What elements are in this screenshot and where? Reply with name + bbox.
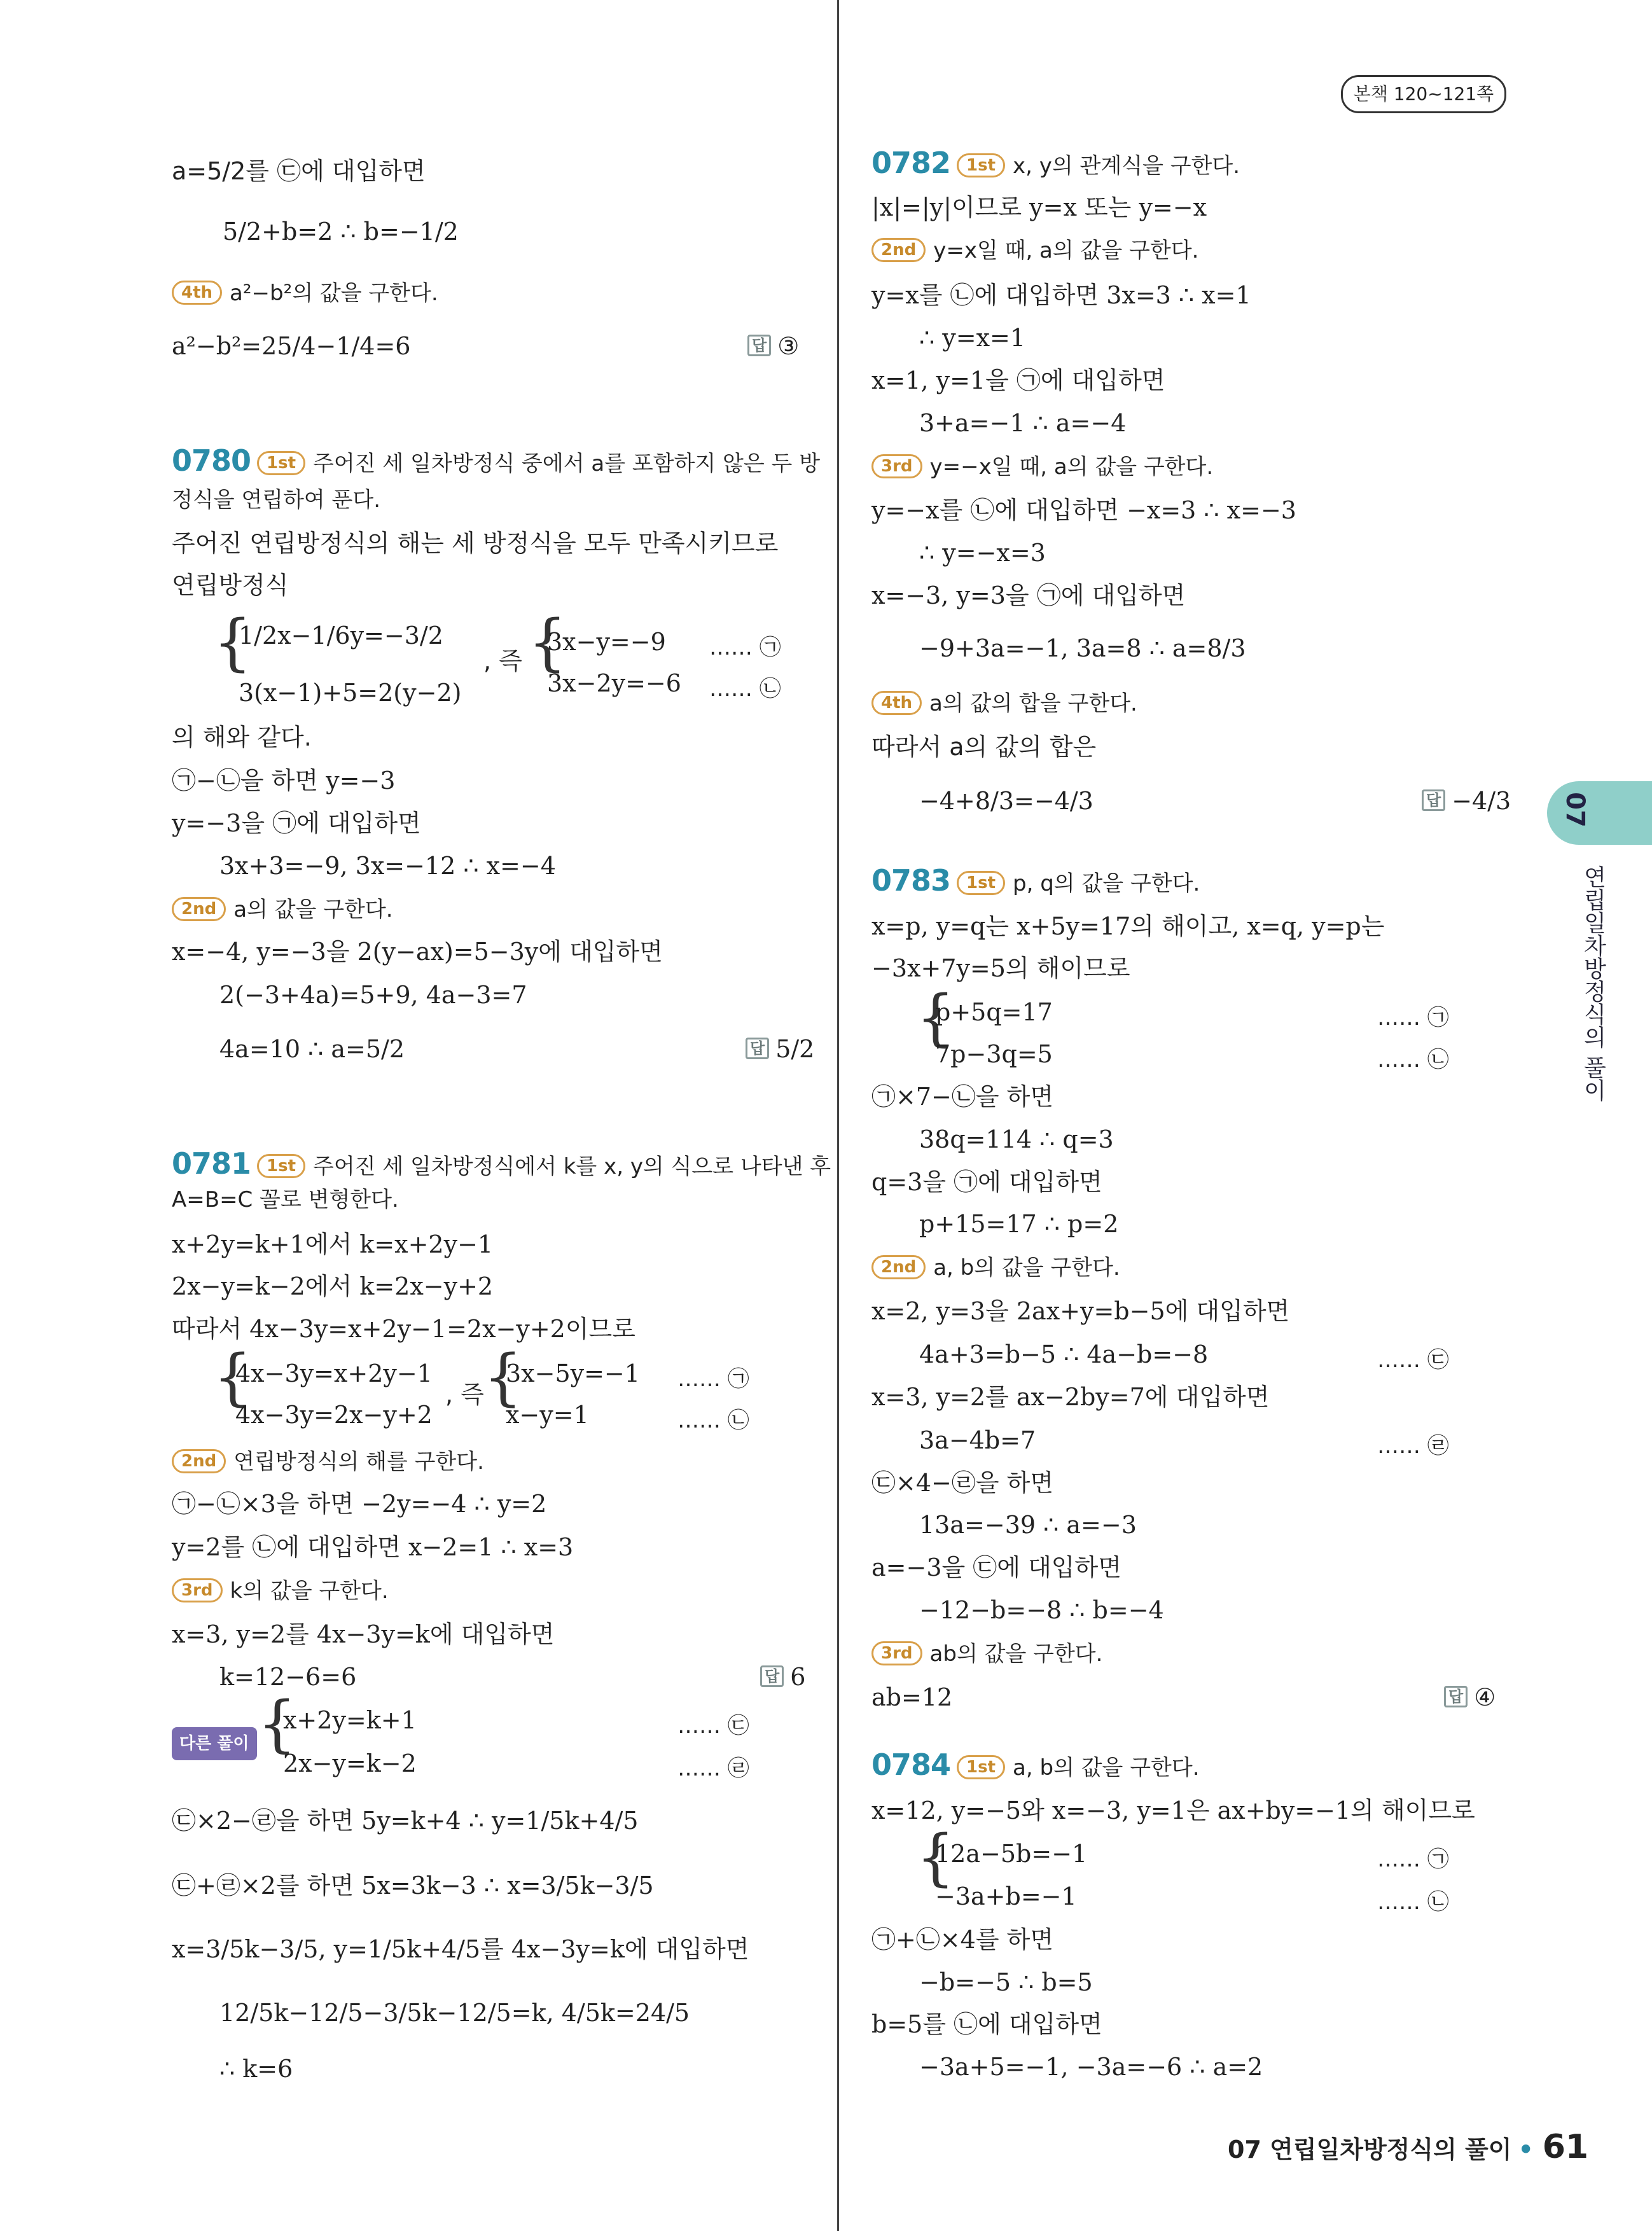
step-badge: 1st	[957, 1755, 1005, 1779]
solution-line: ∴ y=x=1	[919, 324, 1026, 352]
solution-line: ㉠×7−㉡을 하면	[871, 1083, 1054, 1111]
step-heading: 연립방정식의 해를 구한다.	[233, 1449, 484, 1475]
step-heading: 주어진 세 일차방정식 중에서 a를 포함하지 않은 두 방	[313, 451, 821, 476]
system-brace: {	[916, 982, 955, 1053]
system-separator: , 즉	[483, 647, 522, 675]
solution-line: −9+3a=−1, 3a=8 ∴ a=8/3	[919, 634, 1246, 662]
solution-line: 3x+3=−9, 3x=−12 ∴ x=−4	[219, 852, 556, 880]
solution-line: x=−3, y=3을 ㉠에 대입하면	[871, 581, 1186, 609]
system-equation: 4x−3y=x+2y−1	[235, 1359, 433, 1387]
step-heading: a의 값을 구한다.	[233, 897, 393, 922]
page-footer	[1228, 2128, 1588, 2166]
step-heading: p, q의 값을 구한다.	[1013, 871, 1200, 896]
system-equation: 4x−3y=2x−y+2	[235, 1401, 433, 1429]
solution-line: 12/5k−12/5−3/5k−12/5=k, 4/5k=24/5	[219, 1999, 690, 2027]
footer-chapter-number: 07	[1228, 2136, 1261, 2164]
solution-line: 따라서 4x−3y=x+2y−1=2x−y+2이므로	[172, 1315, 635, 1343]
solution-line: x=3/5k−3/5, y=1/5k+4/5를 4x−3y=k에 대입하면	[172, 1935, 749, 1963]
solution-line: 의 해와 같다.	[172, 723, 312, 751]
answer: 답 ④	[1444, 1682, 1496, 1713]
answer: 답 6	[760, 1662, 805, 1692]
solution-line: −b=−5 ∴ b=5	[919, 1968, 1093, 1996]
solution-line: |x|=|y|이므로 y=x 또는 y=−x	[871, 193, 1207, 221]
solution-line: 2(−3+4a)=5+9, 4a−3=7	[219, 981, 527, 1009]
system-equation: x+2y=k+1	[283, 1706, 417, 1734]
step-row	[871, 1251, 1120, 1283]
problem-number: 0781	[172, 1146, 251, 1181]
step-heading: k의 값을 구한다.	[230, 1578, 389, 1604]
equation-marker: …… ㉠	[1377, 1005, 1449, 1031]
solution-line: ∴ y=−x=3	[919, 539, 1046, 567]
system-equation: 1/2x−1/6y=−3/2	[239, 622, 443, 650]
system-equation: 2x−y=k−2	[283, 1749, 417, 1777]
step-badge: 3rd	[871, 454, 922, 478]
side-tab-chapter-title: 연립일차방정식의 풀이	[1580, 865, 1606, 1102]
solution-line: y=−3을 ㉠에 대입하면	[172, 809, 421, 837]
solution-line: x=3, y=2를 4x−3y=k에 대입하면	[172, 1620, 555, 1648]
solution-line: y=2를 ㉡에 대입하면 x−2=1 ∴ x=3	[172, 1533, 574, 1561]
equation-marker: …… ㉠	[709, 635, 781, 660]
solution-line: −12−b=−8 ∴ b=−4	[919, 1596, 1164, 1624]
solution-line: −3x+7y=5의 해이므로	[871, 954, 1130, 982]
solution-line: b=5를 ㉡에 대입하면	[871, 2010, 1102, 2038]
solution-line: −3a+5=−1, −3a=−6 ∴ a=2	[919, 2053, 1263, 2081]
solution-line: 따라서 a의 값의 합은	[871, 733, 1097, 761]
step-heading-cont: 정식을 연립하여 푼다.	[172, 487, 381, 513]
system-equation: 3x−y=−9	[547, 628, 666, 656]
answer: 답 ③	[747, 331, 799, 361]
step-badge: 3rd	[172, 1578, 223, 1602]
step-badge: 1st	[257, 451, 305, 475]
step-heading: y=x일 때, a의 값을 구한다.	[933, 238, 1199, 263]
solution-line: x=12, y=−5와 x=−3, y=1은 ax+by=−1의 해이므로	[871, 1797, 1475, 1824]
step-heading: 주어진 세 일차방정식에서 k를 x, y의 식으로 나타낸 후	[313, 1154, 831, 1179]
answer-icon: 답	[1422, 789, 1445, 811]
system-equation: 3x−5y=−1	[506, 1359, 640, 1387]
solution-line: ㉠−㉡×3을 하면 −2y=−4 ∴ y=2	[172, 1490, 547, 1518]
system-equation: −3a+b=−1	[935, 1882, 1077, 1910]
solution-line: y=−x를 ㉡에 대입하면 −x=3 ∴ x=−3	[871, 496, 1296, 524]
problem-number: 0782	[871, 146, 951, 180]
equation-marker: …… ㉠	[677, 1366, 749, 1392]
alt-solution-badge: 다른 풀이	[172, 1727, 257, 1760]
step-badge: 4th	[172, 281, 222, 305]
step-heading: a의 값의 합을 구한다.	[929, 691, 1137, 716]
problem-number: 0780	[172, 443, 251, 478]
equation-marker: …… ㉢	[1377, 1347, 1449, 1373]
step-heading: a, b의 값을 구한다.	[933, 1255, 1120, 1281]
solution-line: 5/2+b=2 ∴ b=−1/2	[223, 218, 459, 246]
solution-line: ab=12	[871, 1683, 953, 1711]
equation-marker: …… ㉡	[1377, 1047, 1449, 1073]
solution-line: a=−3을 ㉢에 대입하면	[871, 1553, 1121, 1581]
problem-header-0784	[871, 1749, 1200, 1783]
problem-number: 0783	[871, 863, 951, 898]
step-badge: 2nd	[871, 1255, 926, 1279]
answer-icon: 답	[1444, 1686, 1468, 1707]
solution-line: x+2y=k+1에서 k=x+2y−1	[172, 1230, 494, 1258]
solution-line: 주어진 연립방정식의 해는 세 방정식을 모두 만족시키므로	[172, 529, 779, 557]
system-equation: x−y=1	[506, 1401, 589, 1429]
equation-marker: …… ㉡	[677, 1408, 749, 1433]
solution-line: k=12−6=6	[219, 1663, 357, 1691]
footer-separator: •	[1518, 2136, 1534, 2164]
step-heading: y=−x일 때, a의 값을 구한다.	[929, 454, 1214, 480]
equation-marker: …… ㉣	[677, 1756, 749, 1781]
step-badge: 1st	[257, 1154, 305, 1178]
problem-header-0782	[871, 148, 1240, 181]
solution-line: ㉢×4−㉣을 하면	[871, 1469, 1054, 1497]
equation-marker: …… ㉠	[1377, 1847, 1449, 1872]
answer-icon: 답	[747, 335, 771, 356]
system-brace: {	[528, 607, 567, 678]
step-badge: 3rd	[871, 1641, 922, 1665]
step-badge: 1st	[957, 153, 1005, 177]
problem-header-0783	[871, 865, 1200, 899]
system-equation: 7p−3q=5	[935, 1040, 1053, 1068]
step-badge: 4th	[871, 691, 922, 715]
solution-line: ㉢+㉣×2를 하면 5x=3k−3 ∴ x=3/5k−3/5	[172, 1872, 654, 1900]
step-badge: 2nd	[871, 238, 926, 262]
step-row	[172, 893, 393, 925]
step-heading: a²−b²의 값을 구한다.	[230, 281, 438, 306]
step-row	[172, 1574, 389, 1606]
solution-line: x=2, y=3을 2ax+y=b−5에 대입하면	[871, 1297, 1290, 1325]
footer-chapter-title: 연립일차방정식의 풀이	[1270, 2136, 1512, 2164]
system-equation: p+5q=17	[935, 998, 1053, 1026]
solution-line: q=3을 ㉠에 대입하면	[871, 1168, 1102, 1196]
step-row	[871, 687, 1137, 719]
problem-header-0781	[172, 1148, 831, 1182]
system-brace: {	[916, 1822, 955, 1893]
solution-line: 13a=−39 ∴ a=−3	[919, 1511, 1137, 1539]
solution-line: ㉢×2−㉣을 하면 5y=k+4 ∴ y=1/5k+4/5	[172, 1807, 639, 1835]
equation-marker: …… ㉣	[1377, 1433, 1449, 1459]
answer-icon: 답	[746, 1038, 769, 1059]
page-number: 61	[1542, 2128, 1589, 2166]
solution-line: x=p, y=q는 x+5y=17의 해이고, x=q, y=p는	[871, 912, 1385, 940]
system-separator: , 즉	[445, 1380, 484, 1408]
solution-line: y=x를 ㉡에 대입하면 3x=3 ∴ x=1	[871, 281, 1251, 309]
solution-line: 4a+3=b−5 ∴ 4a−b=−8	[919, 1340, 1209, 1368]
step-heading-cont: A=B=C 꼴로 변형한다.	[172, 1187, 399, 1213]
equation-marker: …… ㉡	[709, 676, 781, 702]
solution-line: p+15=17 ∴ p=2	[919, 1210, 1119, 1238]
system-equation: 3(x−1)+5=2(y−2)	[239, 679, 462, 707]
alt-solution-label-row	[172, 1725, 257, 1760]
step-row	[172, 1445, 484, 1477]
answer-icon: 답	[760, 1665, 784, 1687]
answer: 답 5/2	[746, 1034, 814, 1064]
solution-line: a²−b²=25/4−1/4=6	[172, 332, 411, 360]
problem-header-0780	[172, 445, 820, 479]
step-row	[871, 450, 1213, 482]
solution-line: 2x−y=k−2에서 k=2x−y+2	[172, 1272, 494, 1300]
answer: 답 −4/3	[1422, 786, 1511, 816]
system-brace: {	[213, 607, 253, 678]
problem-number: 0784	[871, 1748, 951, 1782]
solution-line: a=5/2를 ㉢에 대입하면	[172, 157, 426, 185]
system-brace: {	[483, 1342, 523, 1413]
step-row	[871, 234, 1198, 266]
solution-line: 38q=114 ∴ q=3	[919, 1125, 1114, 1153]
step-row	[871, 1637, 1102, 1669]
side-tab-chapter-number: 07	[1560, 792, 1590, 828]
solution-line: 3a−4b=7	[919, 1426, 1036, 1454]
solution-line: 3+a=−1 ∴ a=−4	[919, 409, 1127, 437]
solution-line: −4+8/3=−4/3	[919, 787, 1093, 815]
solution-line: ∴ k=6	[219, 2055, 293, 2083]
solution-line: x=3, y=2를 ax−2by=7에 대입하면	[871, 1383, 1270, 1411]
solution-line: x=−4, y=−3을 2(y−ax)=5−3y에 대입하면	[172, 938, 663, 966]
system-equation: 3x−2y=−6	[547, 669, 681, 697]
step-heading: a, b의 값을 구한다.	[1013, 1755, 1200, 1781]
step-heading: x, y의 관계식을 구한다.	[1013, 153, 1240, 179]
step-row	[172, 277, 438, 309]
step-heading: ab의 값을 구한다.	[929, 1641, 1103, 1667]
step-badge: 2nd	[172, 897, 226, 921]
solution-line: 연립방정식	[172, 571, 289, 599]
book-reference-tag: 본책 120~121쪽	[1341, 75, 1506, 113]
solution-line: ㉠+㉡×4를 하면	[871, 1926, 1054, 1954]
column-divider	[837, 0, 839, 2231]
step-badge: 1st	[957, 871, 1005, 895]
system-equation: 12a−5b=−1	[935, 1840, 1088, 1868]
equation-marker: …… ㉡	[1377, 1889, 1449, 1915]
solution-line: 4a=10 ∴ a=5/2	[219, 1035, 405, 1063]
equation-marker: …… ㉢	[677, 1713, 749, 1739]
solution-line: ㉠−㉡을 하면 y=−3	[172, 767, 396, 795]
step-badge: 2nd	[172, 1449, 226, 1473]
system-brace: {	[258, 1688, 297, 1760]
system-brace: {	[213, 1342, 253, 1413]
solution-line: x=1, y=1을 ㉠에 대입하면	[871, 366, 1165, 394]
